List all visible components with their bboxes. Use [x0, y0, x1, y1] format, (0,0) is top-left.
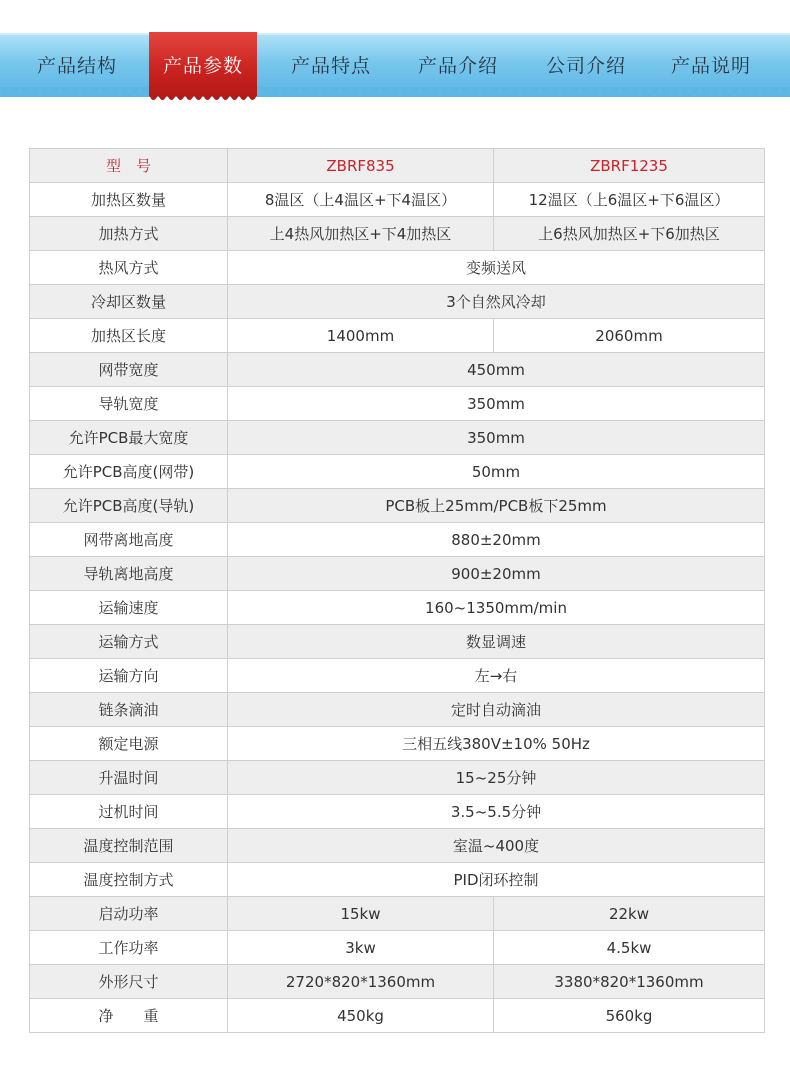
table-row — [30, 863, 765, 897]
tab-label: 产品特点 — [290, 54, 371, 77]
param-value-shared: 室温~400度 — [228, 829, 765, 863]
param-label: 冷却区数量 — [30, 285, 228, 319]
param-value-zbrf835: 上4热风加热区+下4加热区 — [228, 217, 494, 251]
table-row — [30, 421, 765, 455]
param-value-zbrf1235: 22kw — [494, 897, 765, 931]
param-value-shared: 350mm — [228, 421, 765, 455]
param-value-zbrf835: 8温区（上4温区+下4温区） — [228, 183, 494, 217]
table-row — [30, 761, 765, 795]
table-row — [30, 489, 765, 523]
param-label: 网带离地高度 — [30, 523, 228, 557]
param-value-shared: 450mm — [228, 353, 765, 387]
param-label: 运输方式 — [30, 625, 228, 659]
active-tab-wave — [149, 95, 257, 105]
spec-table — [29, 148, 765, 1033]
header-model-zbrf835: ZBRF835 — [228, 149, 494, 183]
param-label: 工作功率 — [30, 931, 228, 965]
param-value-shared: 160~1350mm/min — [228, 591, 765, 625]
table-row — [30, 897, 765, 931]
param-value-zbrf835: 3kw — [228, 931, 494, 965]
table-row — [30, 727, 765, 761]
param-label: 升温时间 — [30, 761, 228, 795]
param-value-zbrf835: 1400mm — [228, 319, 494, 353]
param-value-zbrf1235: 3380*820*1360mm — [494, 965, 765, 999]
tab-product-manual[interactable] — [652, 33, 770, 95]
param-value-shared: 左→右 — [228, 659, 765, 693]
param-value-zbrf1235: 12温区（上6温区+下6温区） — [494, 183, 765, 217]
param-label: 加热方式 — [30, 217, 228, 251]
table-row — [30, 557, 765, 591]
param-value-shared: 数显调速 — [228, 625, 765, 659]
table-row — [30, 217, 765, 251]
param-label: 链条滴油 — [30, 693, 228, 727]
param-value-shared: 定时自动滴油 — [228, 693, 765, 727]
param-label: 外形尺寸 — [30, 965, 228, 999]
tab-product-intro[interactable] — [399, 33, 517, 95]
table-row — [30, 353, 765, 387]
param-label: 加热区数量 — [30, 183, 228, 217]
param-label: 过机时间 — [30, 795, 228, 829]
table-row — [30, 625, 765, 659]
table-row — [30, 999, 765, 1033]
tab-product-features[interactable] — [272, 33, 390, 95]
tab-label: 产品参数 — [162, 54, 243, 77]
param-label: 运输方向 — [30, 659, 228, 693]
tab-label: 产品结构 — [36, 54, 117, 77]
tab-label: 产品说明 — [670, 54, 751, 77]
param-value-zbrf835: 15kw — [228, 897, 494, 931]
param-value-zbrf1235: 560kg — [494, 999, 765, 1033]
param-label: 导轨离地高度 — [30, 557, 228, 591]
param-value-zbrf1235: 上6热风加热区+下6加热区 — [494, 217, 765, 251]
param-label: 运输速度 — [30, 591, 228, 625]
table-row — [30, 523, 765, 557]
param-value-zbrf1235: 2060mm — [494, 319, 765, 353]
param-value-shared: 350mm — [228, 387, 765, 421]
param-label: 允许PCB高度(导轨) — [30, 489, 228, 523]
table-row — [30, 285, 765, 319]
table-row — [30, 387, 765, 421]
param-label: 启动功率 — [30, 897, 228, 931]
param-value-shared: 变频送风 — [228, 251, 765, 285]
param-label: 导轨宽度 — [30, 387, 228, 421]
param-value-shared: PID闭环控制 — [228, 863, 765, 897]
param-label: 温度控制范围 — [30, 829, 228, 863]
param-label: 额定电源 — [30, 727, 228, 761]
nav-tabs — [0, 33, 790, 95]
tab-company-intro[interactable] — [527, 33, 645, 95]
param-value-shared: PCB板上25mm/PCB板下25mm — [228, 489, 765, 523]
table-row — [30, 795, 765, 829]
param-value-zbrf1235: 4.5kw — [494, 931, 765, 965]
param-label: 允许PCB高度(网带) — [30, 455, 228, 489]
table-row — [30, 659, 765, 693]
param-label: 温度控制方式 — [30, 863, 228, 897]
tab-label: 产品介绍 — [417, 54, 498, 77]
tab-product-parameters[interactable] — [149, 32, 257, 96]
param-value-shared: 15~25分钟 — [228, 761, 765, 795]
header-model-label: 型 号 — [30, 149, 228, 183]
param-label: 网带宽度 — [30, 353, 228, 387]
table-row — [30, 965, 765, 999]
param-value-shared: 50mm — [228, 455, 765, 489]
param-value-zbrf835: 450kg — [228, 999, 494, 1033]
tab-label: 公司介绍 — [545, 54, 626, 77]
param-value-shared: 三相五线380V±10% 50Hz — [228, 727, 765, 761]
param-value-shared: 880±20mm — [228, 523, 765, 557]
table-row — [30, 931, 765, 965]
param-label: 允许PCB最大宽度 — [30, 421, 228, 455]
table-row — [30, 183, 765, 217]
header-model-zbrf1235: ZBRF1235 — [494, 149, 765, 183]
tab-product-structure[interactable] — [18, 33, 136, 95]
param-label: 加热区长度 — [30, 319, 228, 353]
table-row — [30, 591, 765, 625]
param-value-shared: 3.5~5.5分钟 — [228, 795, 765, 829]
table-header-row — [30, 149, 765, 183]
param-label: 热风方式 — [30, 251, 228, 285]
param-value-shared: 3个自然风冷却 — [228, 285, 765, 319]
param-label: 净 重 — [30, 999, 228, 1033]
table-row — [30, 251, 765, 285]
table-row — [30, 829, 765, 863]
param-value-shared: 900±20mm — [228, 557, 765, 591]
param-value-zbrf835: 2720*820*1360mm — [228, 965, 494, 999]
table-row — [30, 693, 765, 727]
table-row — [30, 319, 765, 353]
table-row — [30, 455, 765, 489]
